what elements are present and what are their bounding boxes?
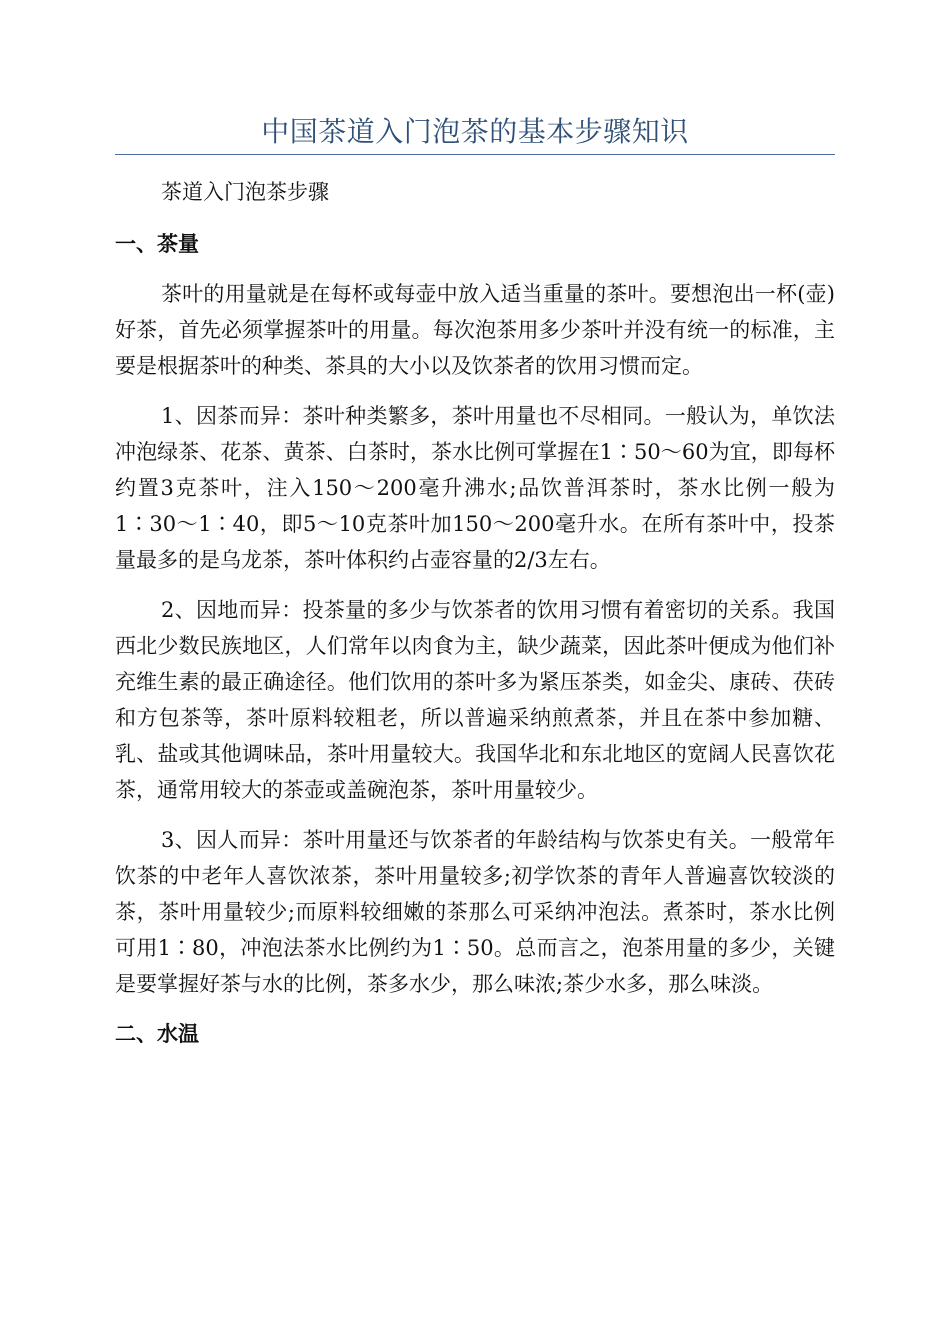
subtitle: 茶道入门泡茶步骤 [161,180,329,204]
section-heading-water-temperature: 二、水温 [115,1022,199,1046]
paragraph-by-region: 2、因地而异：投茶量的多少与饮茶者的饮用习惯有着密切的关系。我国西北少数民族地区，人们常年以肉食为主，缺少蔬菜，因此茶叶便成为他们补充维生素的最正确途径。他们饮用的茶叶多为紧压茶类，如金尖、康砖、茯砖和方包茶等，茶叶原料较粗老，所以普遍采纳煎煮茶，并且在茶中参加糖、乳、盐或其他调味品，茶叶用量较大。我国华北和东北地区的宽阔人民喜饮花茶，通常用较大的茶壶或盖碗泡茶，茶叶用量较少。 [115,598,835,802]
paragraph-by-person: 3、因人而异：茶叶用量还与饮茶者的年龄结构与饮茶史有关。一般常年饮茶的中老年人喜饮浓茶，茶叶用量较多;初学饮茶的青年人普遍喜饮较淡的茶，茶叶用量较少;而原料较细嫩的茶那么可采纳冲泡法。煮茶时，茶水比例可用1∶80，冲泡法茶水比例约为1∶50。总而言之，泡茶用量的多少，关键是要掌握好茶与水的比例，茶多水少，那么味浓;茶少水多，那么味淡。 [115,828,835,996]
title-underline [115,154,835,155]
paragraph-intro: 茶叶的用量就是在每杯或每壶中放入适当重量的茶叶。要想泡出一杯(壶)好茶，首先必须掌握茶叶的用量。每次泡茶用多少茶叶并没有统一的标准，主要是根据茶叶的种类、茶具的大小以及饮茶者的饮用习惯而定。 [115,282,835,378]
document-body [115,174,835,1066]
page-title: 中国茶道入门泡茶的基本步骤知识 [261,115,689,148]
paragraph-by-tea: 1、因茶而异：茶叶种类繁多，茶叶用量也不尽相同。一般认为，单饮法冲泡绿茶、花茶、黄茶、白茶时，茶水比例可掌握在1∶50～60为宜，即每杯约置3克茶叶，注入150～200毫升沸水;品饮普洱茶时，茶水比例一般为1∶30～1∶40，即5～10克茶叶加150～200毫升水。在所有茶叶中，投茶量最多的是乌龙茶，茶叶体积约占壶容量的2/3左右。 [115,404,835,572]
section-heading-tea-amount: 一、茶量 [115,232,199,256]
